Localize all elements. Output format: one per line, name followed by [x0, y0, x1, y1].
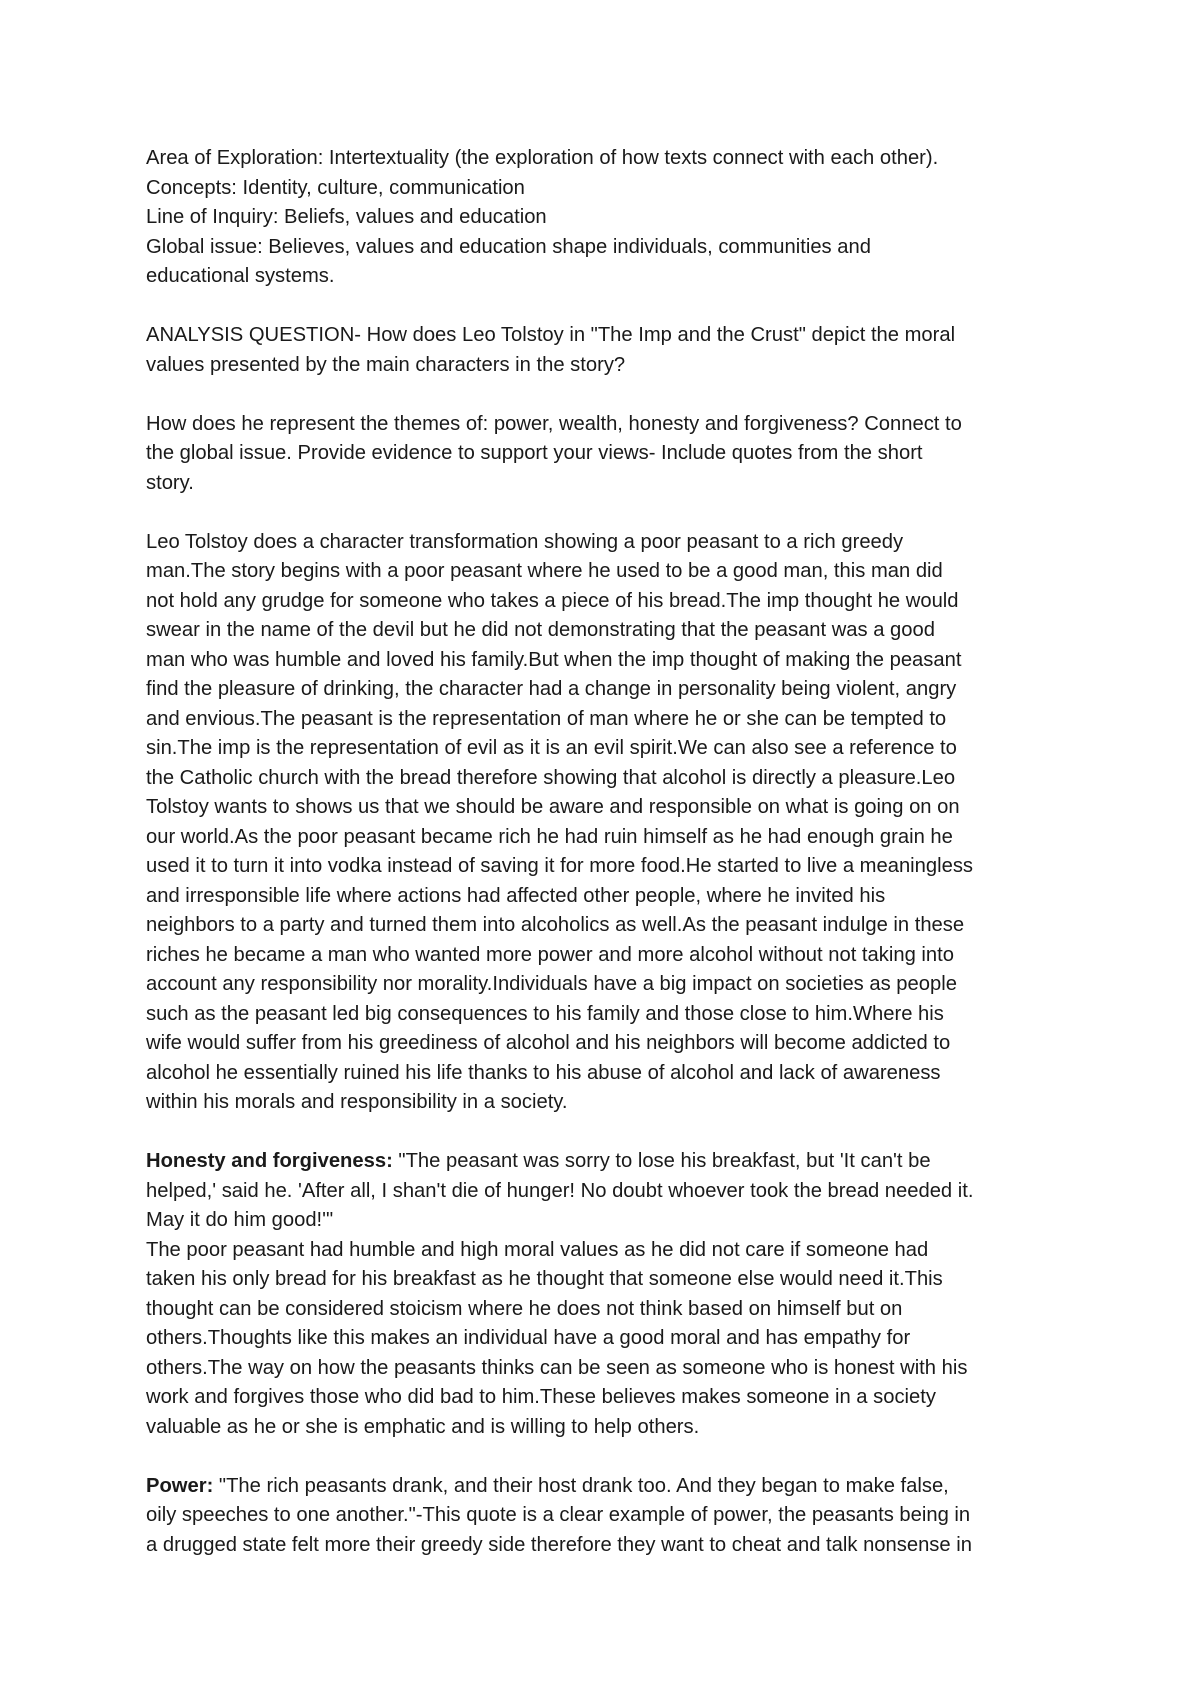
honesty-line: others.The way on how the peasants thinks can be seen as someone who is honest with his: [146, 1356, 968, 1379]
body-paragraph: [146, 528, 1066, 1118]
honesty-first-line: [146, 1147, 1066, 1177]
question-line: values presented by the main characters in the story?: [146, 353, 626, 376]
global-issue-line-2: educational systems.: [146, 265, 335, 287]
area-of-exploration: Area of Exploration: Intertextuality (the exploration of how texts connect with each other).: [146, 147, 939, 169]
body-line: not hold any grudge for someone who takes a piece of his bread.The imp thought he would: [146, 589, 959, 612]
honesty-line: taken his only bread for his breakfast as he thought that someone else would need it.This: [146, 1268, 943, 1290]
power-line: oily speeches to one another."-This quote is a clear example of power, the peasants being in: [146, 1504, 971, 1526]
spacer: [146, 1442, 1066, 1472]
honesty-line: May it do him good!'": [146, 1209, 334, 1231]
spacer: [146, 498, 1066, 528]
power-first-line: [146, 1472, 1066, 1502]
body-line: riches he became a man who wanted more power and more alcohol without not taking into: [146, 943, 954, 966]
question-line: ANALYSIS QUESTION- How does Leo Tolstoy in "The Imp and the Crust" depict the moral: [146, 324, 956, 346]
body-line: account any responsibility nor morality.Individuals have a big impact on societies as people: [146, 973, 957, 995]
honesty-section: [146, 1147, 1066, 1442]
power-section: [146, 1472, 1066, 1561]
honesty-line: work and forgives those who did bad to him.These believes makes someone in a society: [146, 1386, 936, 1408]
body-line: wife would suffer from his greediness of alcohol and his neighbors will become addicted to: [146, 1032, 951, 1054]
spacer: [146, 292, 1066, 322]
concepts: Concepts: Identity, culture, communication: [146, 176, 525, 199]
body-line: Leo Tolstoy does a character transformation showing a poor peasant to a rich greedy: [146, 530, 904, 553]
header-block: [146, 144, 1066, 292]
honesty-line: The poor peasant had humble and high moral values as he did not care if someone had: [146, 1238, 929, 1261]
honesty-line: others.Thoughts like this makes an individual have a good moral and has empathy for: [146, 1327, 911, 1349]
body-line: the Catholic church with the bread therefore showing that alcohol is directly a pleasure.Leo: [146, 766, 956, 789]
body-line: within his morals and responsibility in a society.: [146, 1091, 568, 1113]
global-issue-line-1: Global issue: Believes, values and education shape individuals, communities and: [146, 235, 871, 258]
document-page: [146, 144, 1066, 1560]
body-line: our world.As the poor peasant became rich he had ruin himself as he had enough grain he: [146, 825, 953, 848]
prompt-line: the global issue. Provide evidence to support your views- Include quotes from the short: [146, 442, 923, 464]
body-line: alcohol he essentially ruined his life thanks to his abuse of alcohol and lack of awareness: [146, 1061, 941, 1084]
power-line: a drugged state felt more their greedy side therefore they want to cheat and talk nonsense in: [146, 1533, 972, 1556]
body-line: sin.The imp is the representation of evil as it is an evil spirit.We can also see a reference to: [146, 737, 957, 759]
body-line: Tolstoy wants to shows us that we should be aware and responsible on what is going on on: [146, 796, 960, 818]
spacer: [146, 1118, 1066, 1148]
body-line: swear in the name of the devil but he did not demonstrating that the peasant was a good: [146, 619, 935, 641]
prompt-line: How does he represent the themes of: power, wealth, honesty and forgiveness? Connect to: [146, 412, 962, 435]
honesty-line: valuable as he or she is emphatic and is willing to help others.: [146, 1415, 700, 1438]
body-line: and envious.The peasant is the representation of man where he or she can be tempted to: [146, 707, 947, 730]
line-of-inquiry: Line of Inquiry: Beliefs, values and education: [146, 206, 547, 228]
honesty-line: helped,' said he. 'After all, I shan't die of hunger! No doubt whoever took the bread needed it.: [146, 1179, 974, 1202]
prompt-paragraph: [146, 410, 1066, 499]
body-line: and irresponsible life where actions had affected other people, where he invited his: [146, 884, 886, 907]
honesty-line: thought can be considered stoicism where he does not think based on himself but on: [146, 1297, 903, 1320]
spacer: [146, 380, 1066, 410]
analysis-question: [146, 321, 1066, 380]
power-quote-start: "The rich peasants drank, and their host drank too. And they began to make false,: [213, 1474, 949, 1497]
honesty-heading: Honesty and forgiveness:: [146, 1150, 393, 1172]
power-heading: Power:: [146, 1474, 214, 1497]
body-line: man who was humble and loved his family.But when the imp thought of making the peasant: [146, 648, 962, 671]
body-line: such as the peasant led big consequences to his family and those close to him.Where his: [146, 1002, 944, 1025]
body-line: find the pleasure of drinking, the character had a change in personality being violent, angry: [146, 678, 957, 700]
honesty-quote-start: "The peasant was sorry to lose his breakfast, but 'It can't be: [392, 1150, 931, 1172]
prompt-line: story.: [146, 471, 194, 494]
body-line: neighbors to a party and turned them into alcoholics as well.As the peasant indulge in these: [146, 914, 965, 936]
body-line: man.The story begins with a poor peasant where he used to be a good man, this man did: [146, 560, 943, 582]
body-line: used it to turn it into vodka instead of saving it for more food.He started to live a meaningless: [146, 855, 974, 877]
